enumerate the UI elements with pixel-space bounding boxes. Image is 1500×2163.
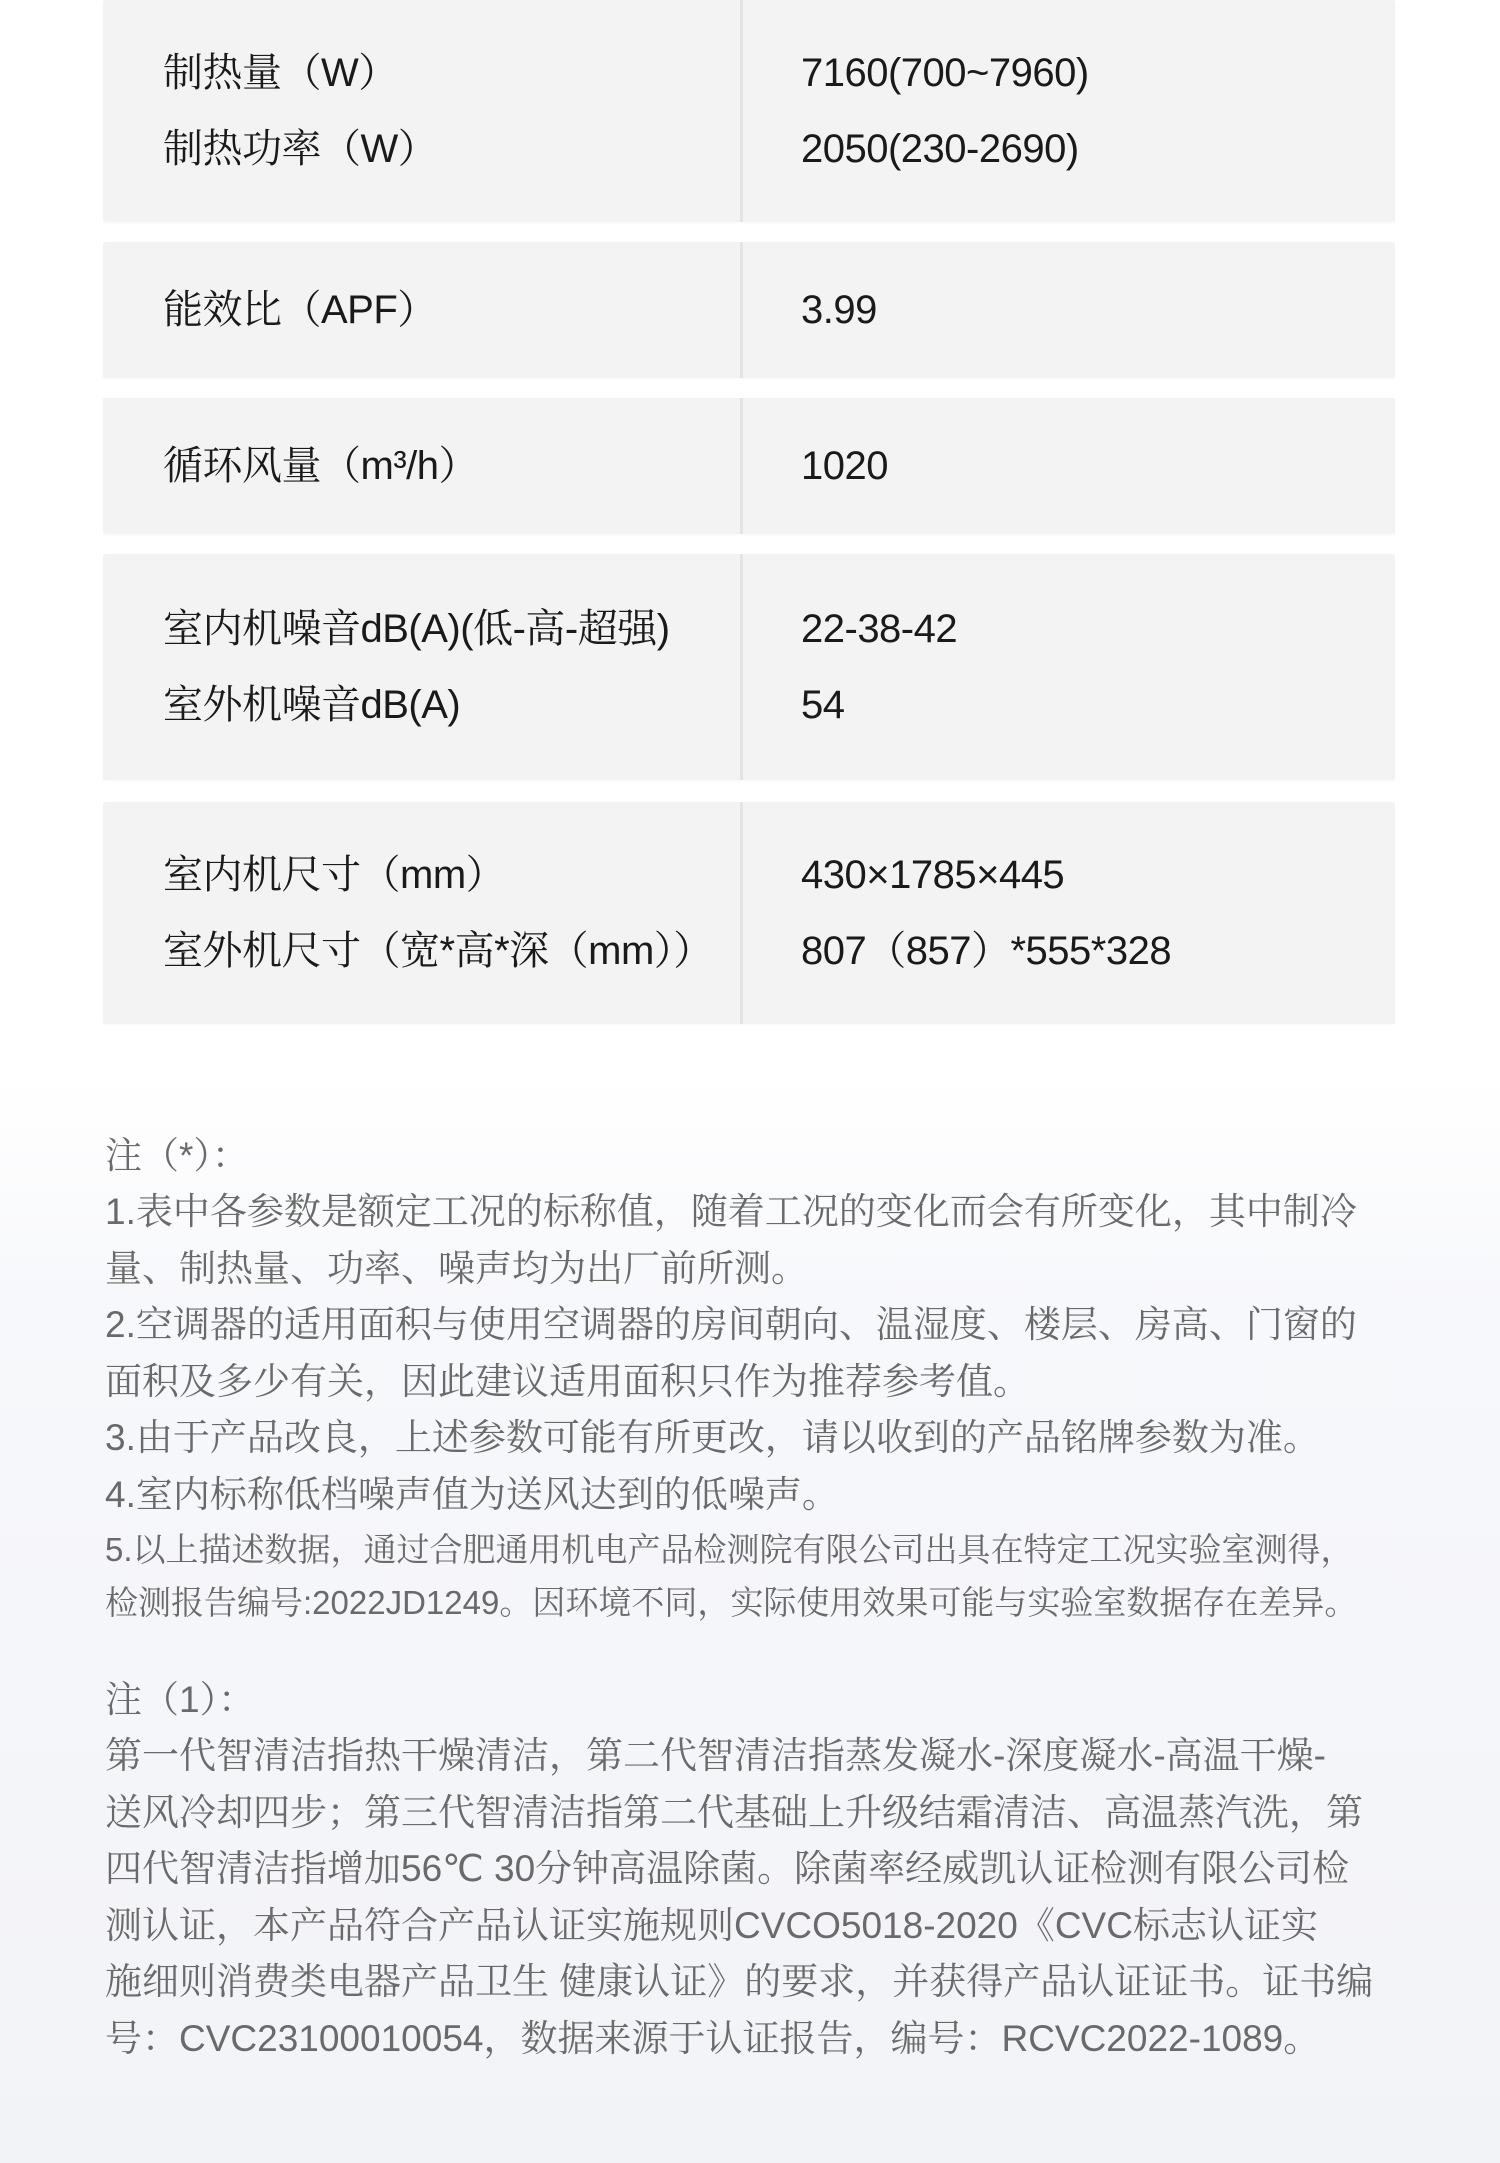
spec-label: 室内机尺寸（mm） [163, 853, 506, 897]
spec-label: 制热功率（W） [163, 127, 438, 171]
spec-label: 制热量（W） [163, 51, 398, 95]
note-line: 号：CVC23100010054，数据来源于认证报告，编号：RCVC2022-1089。 [105, 2017, 1321, 2059]
spec-label-column [103, 802, 743, 1024]
spec-label: 室外机噪音dB(A) [163, 683, 461, 727]
spec-value-column [743, 0, 1395, 222]
spec-value: 807（857）*555*328 [801, 929, 1172, 973]
spec-row-apf [103, 242, 1395, 378]
spec-label-column [103, 242, 743, 378]
note-line: 面积及多少有关，因此建议适用面积只作为推荐参考值。 [105, 1360, 1030, 1402]
note-line: 送风冷却四步；第三代智清洁指第二代基础上升级结霜清洁、高温蒸汽洗，第 [105, 1791, 1363, 1833]
note-line: 量、制热量、功率、噪声均为出厂前所测。 [105, 1247, 808, 1289]
spec-value: 22-38-42 [801, 607, 958, 651]
spec-value-column [743, 398, 1395, 534]
note-line: 1.表中各参数是额定工况的标称值，随着工况的变化而会有所变化，其中制冷 [105, 1191, 1357, 1232]
spec-value-column [743, 554, 1395, 780]
note-line: 4.室内标称低档噪声值为送风达到的低噪声。 [105, 1473, 839, 1515]
spec-label: 能效比（APF） [163, 288, 437, 332]
spec-row-noise [103, 554, 1395, 780]
spec-value: 2050(230-2690) [801, 127, 1079, 171]
spec-label-column [103, 398, 743, 534]
note-line: 3.由于产品改良，上述参数可能有所更改，请以收到的产品铭牌参数为准。 [105, 1417, 1320, 1458]
spec-value-column [743, 802, 1395, 1024]
note-line: 2.空调器的适用面积与使用空调器的房间朝向、温湿度、楼层、房高、门窗的 [105, 1304, 1357, 1345]
spec-row-airflow [103, 398, 1395, 534]
spec-value: 430×1785×445 [801, 853, 1065, 897]
spec-value-column [743, 242, 1395, 378]
spec-value: 3.99 [801, 288, 877, 332]
notes-star-heading: 注（*）： [105, 1135, 249, 1176]
spec-value: 7160(700~7960) [801, 51, 1089, 95]
notes-one-heading: 注（1）： [105, 1679, 256, 1720]
spec-label: 室外机尺寸（宽*高*深（mm）） [163, 929, 713, 973]
spec-row-dimensions [103, 802, 1395, 1024]
spec-label: 室内机噪音dB(A)(低-高-超强) [163, 607, 670, 651]
spec-row-heating [103, 0, 1395, 222]
note-line: 5.以上描述数据，通过合肥通用机电产品检测院有限公司出具在特定工况实验室测得， [105, 1531, 1354, 1568]
spec-table [103, 0, 1395, 1024]
note-line: 检测报告编号:2022JD1249。因环境不同，实际使用效果可能与实验室数据存在差异。 [105, 1584, 1358, 1621]
note-line: 第一代智清洁指热干燥清洁，第二代智清洁指蒸发凝水-深度凝水-高温干燥- [105, 1735, 1326, 1776]
spec-label: 循环风量（m³/h） [163, 444, 478, 488]
note-line: 四代智清洁指增加56℃ 30分钟高温除菌。除菌率经威凯认证检测有限公司检 [105, 1848, 1350, 1889]
spec-value: 1020 [801, 444, 888, 488]
spec-label-column [103, 0, 743, 222]
spec-value: 54 [801, 683, 845, 727]
spec-label-column [103, 554, 743, 780]
note-line: 测认证，本产品符合产品认证实施规则CVCO5018-2020《CVC标志认证实 [105, 1904, 1318, 1946]
notes-star-section [105, 1128, 1405, 1629]
notes-one-section [105, 1672, 1405, 2067]
note-line: 施细则消费类电器产品卫生 健康认证》的要求，并获得产品认证证书。证书编 [105, 1961, 1374, 2002]
